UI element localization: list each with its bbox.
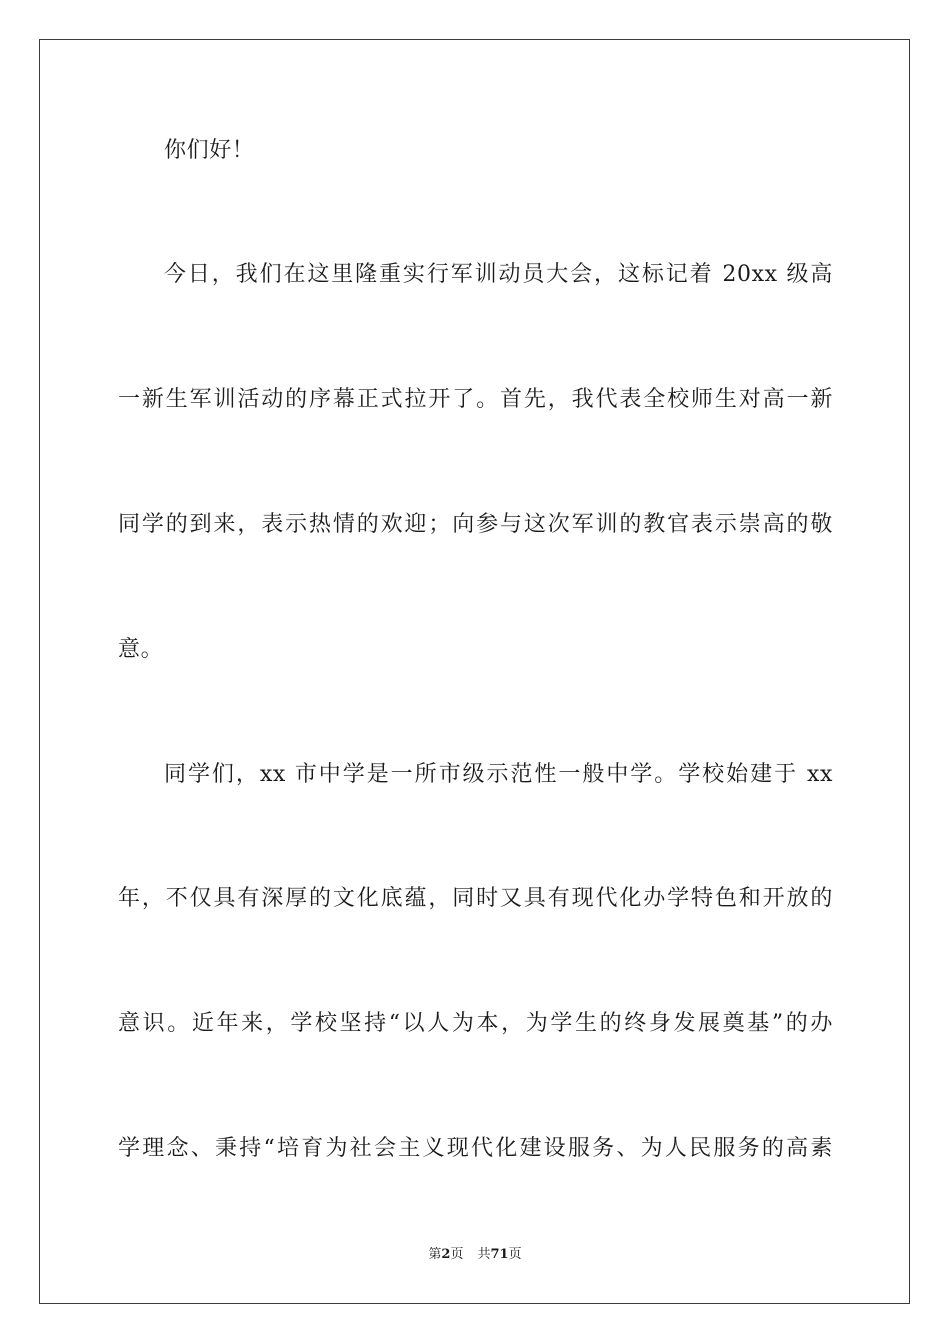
page-unit: 页 — [450, 1247, 464, 1262]
paragraph-line: 学理念、秉持“培育为社会主义现代化建设服务、为人民服务的高素 — [118, 1136, 833, 1161]
paragraph-line: 今日，我们在这里隆重实行军训动员大会，这标记着 20xx 级高 — [164, 262, 833, 287]
total-page-count: 71 — [490, 1247, 509, 1262]
page-prefix: 第 — [428, 1247, 442, 1262]
total-unit: 页 — [508, 1247, 522, 1262]
paragraph-line: 意。 — [118, 637, 164, 662]
paragraph-line: 你们好！ — [164, 138, 255, 163]
paragraph-line: 一新生军训活动的序幕正式拉开了。首先，我代表全校师生对高一新 — [118, 387, 833, 412]
page-border — [39, 39, 910, 1304]
page-footer — [0, 1246, 950, 1264]
paragraph-line: 意识。近年来，学校坚持“以人为本，为学生的终身发展奠基”的办 — [118, 1011, 833, 1036]
paragraph-line: 年，不仅具有深厚的文化底蕴，同时又具有现代化办学特色和开放的 — [118, 886, 833, 911]
paragraph-line: 同学们，xx 市中学是一所市级示范性一般中学。学校始建于 xx — [164, 762, 833, 787]
current-page-number: 2 — [441, 1247, 451, 1262]
paragraph-line: 同学的到来，表示热情的欢迎；向参与这次军训的教官表示崇高的敬 — [118, 512, 833, 537]
total-prefix: 共 — [477, 1247, 491, 1262]
